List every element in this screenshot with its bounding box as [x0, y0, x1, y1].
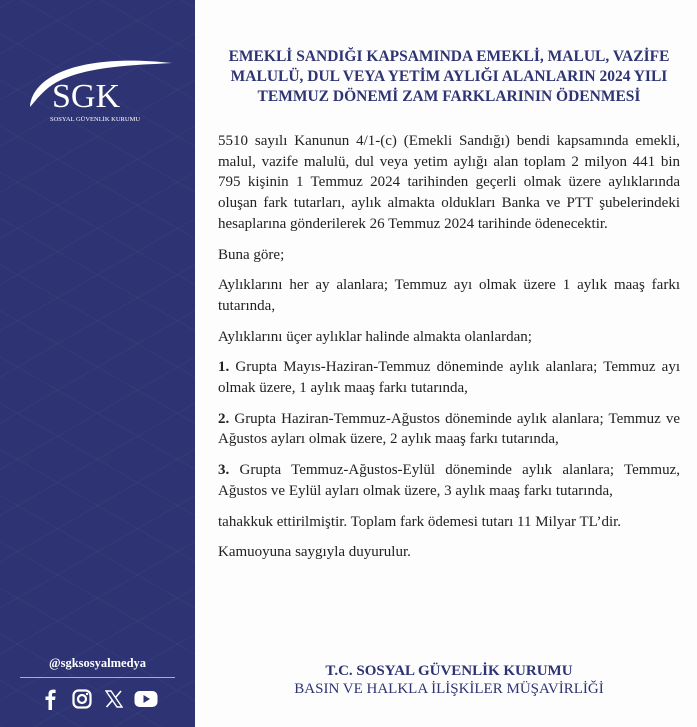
group-number: 2.	[218, 410, 230, 427]
x-icon[interactable]	[102, 688, 126, 710]
svg-text:SGK: SGK	[52, 78, 121, 115]
group-number: 3.	[218, 462, 230, 479]
announcement-body	[218, 131, 680, 573]
group-text: Grupta Haziran-Temmuz-Ağustos döneminde aylık alanlara; Temmuz ve Ağustos ayları olmak üzere, 2 aylık maaş farkı tutarında,	[218, 410, 680, 448]
divider	[20, 677, 175, 678]
group-text: Grupta Mayıs-Haziran-Temmuz döneminde aylık alanlara; Temmuz ayı olmak üzere, 1 aylık maaş farkı tutarında,	[218, 359, 680, 397]
footer-institution: T.C. SOSYAL GÜVENLİK KURUMU	[325, 663, 573, 679]
paragraph: Kamuoyuna saygıyla duyurulur.	[218, 544, 411, 561]
paragraph: Buna göre;	[218, 246, 285, 263]
group-1-paragraph	[218, 357, 680, 398]
social-handle[interactable]: @sgksosyalmedya	[48, 656, 147, 670]
paragraph: 5510 sayılı Kanunun 4/1-(c) (Emekli Sandığı) bendi kapsamında emekli, malul, vazife malulü, dul veya yetim aylığı alan toplam 2 milyon 441 bin 795 kişinin 1 Temmuz 2024 tarihinden geçerli olmak üzere aylıklarında oluşan fark tutarları, aylık almakta oldukları Banka ve PTT şubelerindeki hesaplarına gönderilerek 26 Temmuz 2024 tarihinde ödenecektir.	[218, 133, 680, 232]
social-links	[38, 688, 158, 710]
footer-department: BASIN VE HALKLA İLİŞKİLER MÜŞAVİRLİĞİ	[294, 681, 604, 697]
sgk-logo	[22, 45, 172, 125]
paragraph: Aylıklarını üçer aylıklar halinde almakta olanlardan;	[218, 328, 532, 345]
paragraph: Aylıklarını her ay alanlara; Temmuz ayı olmak üzere 1 aylık maaş farkı tutarında,	[218, 277, 680, 314]
facebook-icon[interactable]	[38, 688, 62, 710]
paragraph: tahakkuk ettirilmiştir. Toplam fark ödemesi tutarı 11 Milyar TL’dir.	[218, 513, 622, 530]
youtube-icon[interactable]	[134, 688, 158, 710]
page-title: EMEKLİ SANDIĞI KAPSAMINDA EMEKLİ, MALUL, VAZİFE MALULÜ, DUL VEYA YETİM AYLIĞI ALANLARIN 2024 YILI TEMMUZ DÖNEMİ ZAM FARKLARININ ÖDENMESİ	[228, 48, 670, 105]
instagram-icon[interactable]	[70, 688, 94, 710]
group-3-paragraph	[218, 460, 680, 501]
footer-signature	[218, 662, 680, 698]
group-number: 1.	[218, 359, 230, 376]
group-text: Grupta Temmuz-Ağustos-Eylül döneminde aylık alanlara; Temmuz, Ağustos ve Eylül ayları olmak üzere, 3 aylık maaş farkı tutarında,	[218, 462, 680, 499]
group-2-paragraph	[218, 409, 680, 450]
svg-text:SOSYAL GÜVENLİK KURUMU: SOSYAL GÜVENLİK KURUMU	[50, 116, 141, 123]
left-panel	[0, 0, 195, 727]
